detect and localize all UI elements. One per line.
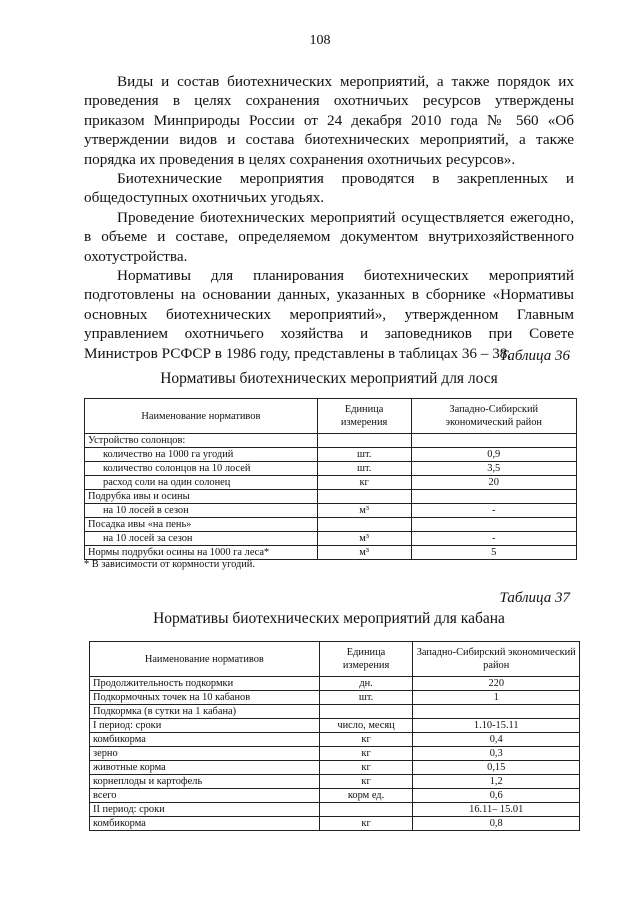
table-row bbox=[90, 789, 580, 803]
table-cell-value bbox=[411, 490, 577, 504]
table-cell-unit: м³ bbox=[317, 504, 411, 518]
table-cell-value: 1 bbox=[413, 691, 580, 705]
table-cell-name: I период: сроки bbox=[90, 719, 320, 733]
paragraph: Виды и состав биотехнических мероприятий, а также порядок их проведения в целях сохранения охотничьих ресурсов утверждены приказом Минприроды России от 24 декабря 2010 года № 560 «Об утверждении видов и состава биотехнических мероприятий, а также порядка их проведения в целях сохранения охотничьих ресурсов». bbox=[84, 73, 574, 168]
table-cell-name: расход соли на один солонец bbox=[85, 476, 318, 490]
table-cell-name: всего bbox=[90, 789, 320, 803]
table-cell-value bbox=[413, 705, 580, 719]
table-row bbox=[85, 490, 577, 504]
column-header: Единица измерения bbox=[319, 642, 413, 677]
table-cell-value: - bbox=[411, 504, 577, 518]
table-row bbox=[85, 476, 577, 490]
table-row bbox=[85, 448, 577, 462]
table-cell-value: 1,2 bbox=[413, 775, 580, 789]
table-cell-value: 3,5 bbox=[411, 462, 577, 476]
table-cell-value bbox=[411, 434, 577, 448]
table-row bbox=[85, 532, 577, 546]
table-36-footnote: * В зависимости от кормности угодий. bbox=[84, 559, 255, 570]
table-36 bbox=[84, 398, 577, 560]
table-cell-name: Продолжительность подкормки bbox=[90, 677, 320, 691]
table-row bbox=[90, 719, 580, 733]
table-cell-unit bbox=[319, 803, 413, 817]
page-number: 108 bbox=[309, 33, 331, 48]
column-header: Наименование нормативов bbox=[85, 399, 318, 434]
table-cell-value: 0,15 bbox=[413, 761, 580, 775]
table-cell-unit: кг bbox=[319, 747, 413, 761]
table-cell-value: 0,9 bbox=[411, 448, 577, 462]
table-cell-unit: шт. bbox=[317, 448, 411, 462]
table-cell-unit: дн. bbox=[319, 677, 413, 691]
table-cell-unit: м³ bbox=[317, 532, 411, 546]
paragraph: Нормативы для планирования биотехнических мероприятий подготовлены на основании данных, указанных в сборнике «Нормативы основных биотехнических мероприятий», утвержденном Главным управлением охотничьего хозяйства и заповедников при Совете Министров РСФСР в 1986 году, представлены в таблицах 36 – 38. bbox=[84, 267, 574, 362]
table-row bbox=[85, 518, 577, 532]
column-header: Западно-Сибирский экономический район bbox=[413, 642, 580, 677]
table-cell-value: 0,6 bbox=[413, 789, 580, 803]
table-cell-value: - bbox=[411, 532, 577, 546]
table-cell-value: 0,3 bbox=[413, 747, 580, 761]
table-cell-name: Устройство солонцов: bbox=[85, 434, 318, 448]
table-row bbox=[90, 677, 580, 691]
table-cell-unit bbox=[317, 434, 411, 448]
table-cell-name: Подрубка ивы и осины bbox=[85, 490, 318, 504]
table-cell-unit: кг bbox=[319, 775, 413, 789]
table-cell-unit: шт. bbox=[317, 462, 411, 476]
table-cell-unit: корм ед. bbox=[319, 789, 413, 803]
table-row bbox=[85, 504, 577, 518]
table-37-label: Таблица 37 bbox=[499, 590, 570, 606]
table-cell-value: 0,8 bbox=[413, 817, 580, 831]
table-cell-unit bbox=[319, 705, 413, 719]
table-cell-value: 1.10-15.11 bbox=[413, 719, 580, 733]
table-cell-value: 16.11– 15.01 bbox=[413, 803, 580, 817]
paragraph: Биотехнические мероприятия проводятся в закрепленных и общедоступных охотничьих угодьях. bbox=[84, 170, 574, 207]
table-row bbox=[90, 705, 580, 719]
table-row bbox=[90, 803, 580, 817]
table-37 bbox=[89, 641, 580, 831]
table-cell-unit: кг bbox=[317, 476, 411, 490]
table-36-title: Нормативы биотехнических мероприятий для лося bbox=[160, 370, 498, 387]
table-cell-name: животные корма bbox=[90, 761, 320, 775]
body-text bbox=[84, 72, 574, 363]
table-cell-name: Нормы подрубки осины на 1000 га леса* bbox=[85, 546, 318, 560]
column-header: Западно-Сибирский экономический район bbox=[411, 399, 577, 434]
column-header: Единица измерения bbox=[317, 399, 411, 434]
table-cell-name: зерно bbox=[90, 747, 320, 761]
table-cell-unit: кг bbox=[319, 817, 413, 831]
table-cell-value: 5 bbox=[411, 546, 577, 560]
table-cell-name: комбикорма bbox=[90, 733, 320, 747]
table-row bbox=[85, 462, 577, 476]
paragraph: Проведение биотехнических мероприятий осуществляется ежегодно, в объеме и составе, определяемом документом внутрихозяйственного охотустройства. bbox=[84, 208, 574, 265]
table-cell-name: Подкормка (в сутки на 1 кабана) bbox=[90, 705, 320, 719]
table-cell-value: 0,4 bbox=[413, 733, 580, 747]
table-cell-name: корнеплоды и картофель bbox=[90, 775, 320, 789]
table-cell-name: II период: сроки bbox=[90, 803, 320, 817]
table-cell-name: Подкормочных точек на 10 кабанов bbox=[90, 691, 320, 705]
table-cell-unit: кг bbox=[319, 733, 413, 747]
table-cell-name: количество на 1000 га угодий bbox=[85, 448, 318, 462]
table-cell-name: количество солонцов на 10 лосей bbox=[85, 462, 318, 476]
table-row bbox=[90, 817, 580, 831]
table-cell-name: на 10 лосей за сезон bbox=[85, 532, 318, 546]
table-cell-unit bbox=[317, 490, 411, 504]
column-header: Наименование нормативов bbox=[90, 642, 320, 677]
table-cell-name: на 10 лосей в сезон bbox=[85, 504, 318, 518]
table-36-label: Таблица 36 bbox=[499, 348, 570, 364]
table-row bbox=[85, 546, 577, 560]
table-cell-value bbox=[411, 518, 577, 532]
table-row bbox=[90, 691, 580, 705]
table-37-title: Нормативы биотехнических мероприятий для кабана bbox=[153, 610, 505, 627]
table-cell-unit: кг bbox=[319, 761, 413, 775]
table-row bbox=[90, 733, 580, 747]
table-row bbox=[85, 434, 577, 448]
table-row bbox=[90, 775, 580, 789]
table-cell-unit: число, месяц bbox=[319, 719, 413, 733]
table-cell-unit: шт. bbox=[319, 691, 413, 705]
table-cell-value: 20 bbox=[411, 476, 577, 490]
table-row bbox=[90, 747, 580, 761]
table-cell-value: 220 bbox=[413, 677, 580, 691]
table-cell-name: комбикорма bbox=[90, 817, 320, 831]
table-cell-unit: м³ bbox=[317, 546, 411, 560]
table-row bbox=[90, 761, 580, 775]
table-cell-unit bbox=[317, 518, 411, 532]
table-cell-name: Посадка ивы «на пень» bbox=[85, 518, 318, 532]
